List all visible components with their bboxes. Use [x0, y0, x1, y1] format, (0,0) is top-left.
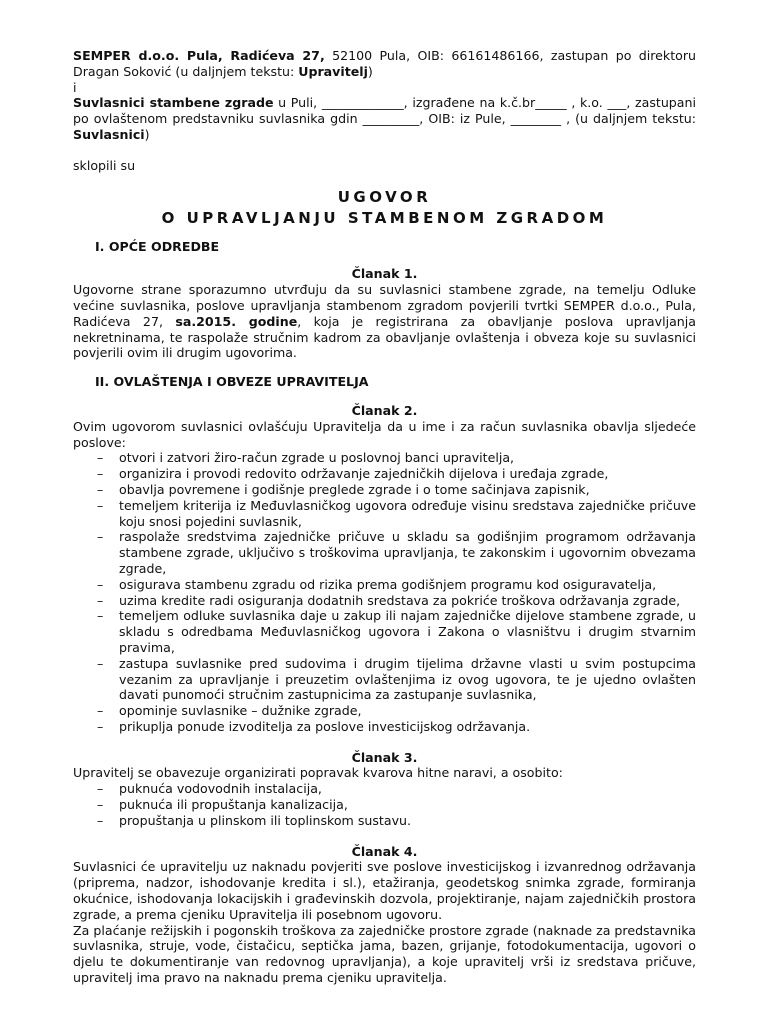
article-4-heading: Članak 4.	[351, 843, 418, 859]
list-item: – raspolaže sredstvima zajedničke pričuve u skladu sa godišnjim programom održavanja stambene zgrade, uključivo s troškovima upravljanja, te zakonskim i ugovornim obvezama zgrade,	[97, 529, 696, 576]
dash-mark: –	[97, 655, 104, 671]
party2-paragraph	[73, 95, 696, 142]
article-1-date: sa.2015. godine	[175, 313, 298, 329]
dash-mark: –	[97, 529, 104, 545]
list-item: – obavlja povremene i godišnje preglede zgrade i o tome sačinjava zapisnik,	[97, 481, 590, 497]
dash-mark: –	[97, 497, 104, 513]
list-item: – zastupa suvlasnike pred sudovima i drugim tijelima državne vlasti u svim postupcima vezanim za upravljanje i preuzetim ovlaštenjima iz ovog ugovora, te je ujedno ovlašten davati punomoći stručnim zastupnicima za zastupanje suvlasnika,	[97, 655, 696, 703]
article-3-heading: Članak 3.	[351, 749, 418, 765]
dash-mark: –	[97, 592, 104, 608]
list-item: – temeljem kriterija iz Međuvlasničkog ugovora određuje visinu sredstava zajedničke pričuve koju snosi pojedini suvlasnik,	[97, 497, 696, 529]
dash-mark: –	[97, 450, 104, 466]
article-1-heading: Članak 1.	[351, 266, 418, 282]
list-item: – otvori i zatvori žiro-račun zgrade u poslovnoj banci upravitelja,	[97, 450, 515, 466]
section-heading-1: I. OPĆE ODREDBE	[95, 238, 220, 254]
article-2-heading: Članak 2.	[351, 402, 418, 418]
party1-name: SEMPER d.o.o. Pula, Radićeva 27,	[73, 48, 325, 63]
article-1-text-c: , koja je registrirana za obavljanje poslova upravljanja nekretninama, te raspolaže stručnim kadrom za obavljanje ovlaštenja i obveza koje su suvlasnici povjerili ovim ili drugim ugovorima.	[73, 313, 696, 361]
article-2-intro: Ovim ugovorom suvlasnici ovlašćuju Upravitelja da u ime i za račun suvlasnika obavlja sljedeće poslove:	[73, 418, 696, 450]
list-item: – prikuplja ponude izvoditelja za poslove investicijskog održavanja.	[97, 718, 531, 734]
title-line-1: UGOVOR	[337, 187, 432, 206]
article-3-list	[73, 781, 696, 828]
concluded-line: sklopili su	[73, 157, 136, 173]
dash-mark: –	[97, 812, 104, 828]
section-heading-2: II. OVLAŠTENJA I OBVEZE UPRAVITELJA	[95, 374, 369, 390]
article-3-intro: Upravitelj se obavezuje organizirati popravak kvarova hitne naravi, a osobito:	[73, 765, 563, 781]
list-item: – opominje suvlasnike – dužnike zgrade,	[97, 703, 362, 719]
dash-mark: –	[97, 797, 104, 813]
article-4-paragraph-1: Suvlasnici će upravitelju uz naknadu povjeriti sve poslove investicijskog i izvanrednog održavanja (priprema, nadzor, ishodovanje kredita i sl.), etažiranja, geodetskog snimka zgrade, formiranja okućnice, ishodovanja lokacijskih i građevinskih dozvola, projektiranje, najam zajedničkih prostora zgrade, a prema cjeniku Upravitelja ili posebnom ugovoru.	[73, 859, 696, 922]
party2-details: u Puli, _____________, izgrađene na k.č.br_____ , k.o. ___, zastupani po ovlaštenom predstavniku suvlasnika gdin _________, OIB: iz Pule, ________ , (u daljnjem tekstu:	[73, 95, 697, 127]
list-item: – organizira i provodi redovito održavanje zajedničkih dijelova i uređaja zgrade,	[97, 466, 609, 482]
dash-mark: –	[97, 481, 104, 497]
list-item: – puknuća ili propuštanja kanalizacija,	[97, 797, 348, 813]
list-item: – uzima kredite radi osiguranja dodatnih sredstava za pokriće troškova održavanja zgrade,	[97, 592, 681, 608]
party1-paragraph	[73, 48, 696, 80]
party2-name: Suvlasnici stambene zgrade	[73, 95, 274, 111]
list-item: – temeljem odluke suvlasnika daje u zakup ili najam zajedničke dijelove stambene zgrade, u skladu s odredbama Međuvlasničkog ugovora i Zakona o vlasništvu i drugim stvarnim pravima,	[97, 608, 696, 655]
title-line-2: O UPRAVLJANJU STAMBENOM ZGRADOM	[161, 208, 608, 227]
party1-close: )	[367, 63, 373, 79]
article-2-list	[73, 450, 696, 734]
article-4-paragraph-2: Za plaćanje režijskih i pogonskih troškova za zajedničke prostore zgrade (naknade za predstavnika suvlasnika, struje, vode, čistačicu, septička jama, bazen, grijanje, fotodokumentacija, ugovori o djelu te dokumentiranje van redovnog upravljanja), a koje upravitelj vrši iz sredstava pričuve, upravitelj ima pravo na naknadu prema cjeniku upravitelja.	[73, 922, 696, 986]
party2-close: )	[144, 126, 150, 142]
list-item: – puknuća vodovodnih instalacija,	[97, 781, 322, 797]
article-1-text-a: Ugovorne strane sporazumno utvrđuju da su suvlasnici stambene zgrade, na temelju Odluke većine suvlasnika, poslove upravljanja stambenom zgradom povjerili tvrtki SEMPER d.o.o., Pula, Radićeva 27,	[73, 282, 696, 329]
dash-mark: –	[97, 608, 104, 624]
dash-mark: –	[97, 466, 104, 482]
list-item: – propuštanja u plinskom ili toplinskom sustavu.	[97, 812, 412, 828]
party1-alias: Upravitelj	[298, 63, 368, 79]
party2-alias: Suvlasnici	[73, 126, 145, 142]
article-1-text	[73, 282, 696, 361]
dash-mark: –	[97, 718, 104, 734]
and-line: i	[73, 79, 77, 95]
list-item: – osigurava stambenu zgradu od rizika prema godišnjem programu kod osiguravatelja,	[97, 576, 657, 592]
dash-mark: –	[97, 781, 104, 797]
dash-mark: –	[97, 576, 104, 592]
dash-mark: –	[97, 703, 104, 719]
party1-details: 52100 Pula, OIB: 66161486166, zastupan po direktoru Dragan Soković (u daljnjem tekstu:	[73, 48, 696, 79]
